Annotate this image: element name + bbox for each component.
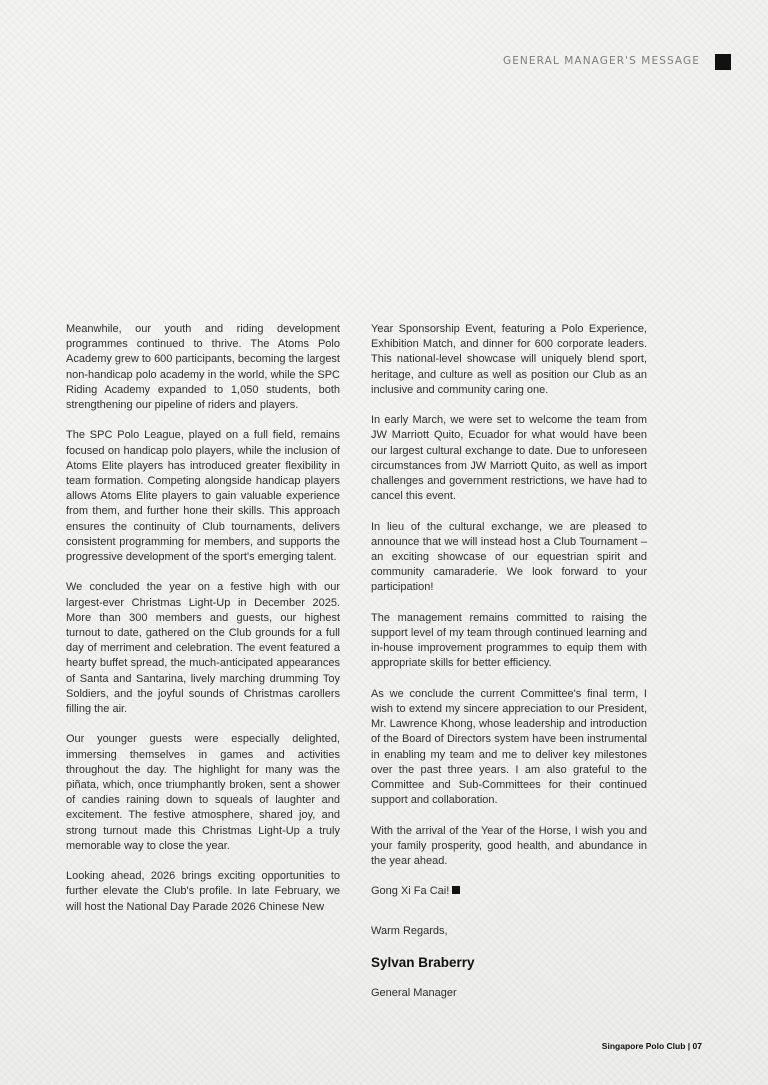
body-paragraph: The management remains committed to raising the support level of my team through continued learning and in-house improvement programmes to equip them with appropriate skills for better efficiency.: [371, 611, 647, 670]
publication-name: Singapore Polo Club: [601, 1041, 686, 1051]
end-mark-square-icon: [452, 886, 460, 894]
signatory-name: Sylvan Braberry: [371, 955, 475, 971]
greeting-line: [371, 884, 647, 899]
section-label: GENERAL MANAGER'S MESSAGE: [502, 55, 700, 67]
body-paragraph: Looking ahead, 2026 brings exciting opportunities to further elevate the Club's profile. In late February, we will host the National Day Parade 2026 Chinese New: [66, 870, 340, 913]
header-square-icon: [715, 54, 731, 70]
body-paragraph: Meanwhile, our youth and riding development programmes continued to thrive. The Atoms Polo Academy grew to 600 participants, becoming the largest non-handicap polo academy in the world, while the SPC Riding Academy expanded to 1,050 students, both strengthening our pipeline of riders and players.: [66, 323, 340, 412]
closing-line: Warm Regards,: [371, 924, 448, 937]
signatory-title: General Manager: [371, 987, 457, 1000]
body-paragraph: The SPC Polo League, played on a full field, remains focused on handicap polo players, while the inclusion of Atoms Elite players has introduced greater flexibility in team formation. Competing alongside handicap players allows Atoms Elite players to gain valuable experience from them, and further hone their skills. This approach ensures the continuity of Club tournaments, delivers consistent programming for members, and supports the progressive development of the sport's emerging talent.: [66, 429, 340, 564]
body-paragraph: With the arrival of the Year of the Horse, I wish you and your family prosperity, good health, and abundance in the year ahead.: [371, 824, 647, 868]
body-paragraph: In lieu of the cultural exchange, we are pleased to announce that we will instead host a Club Tournament – an exciting showcase of our equestrian spirit and community camaraderie. We look forward to your participation!: [371, 520, 647, 594]
body-paragraph: Our younger guests were especially delighted, immersing themselves in games and activities throughout the day. The highlight for many was the piñata, which, once triumphantly broken, sent a shower of candies raining down to squeals of laughter and excitement. The festive atmosphere, shared joy, and strong turnout made this Christmas Light-Up a truly memorable way to close the year.: [66, 733, 340, 852]
body-paragraph: Year Sponsorship Event, featuring a Polo Experience, Exhibition Match, and dinner for 600 corporate leaders. This national-level showcase will uniquely blend sport, heritage, and culture as well as position our Club as an inclusive and community caring one.: [371, 323, 647, 396]
right-column: [371, 322, 647, 1015]
footer-separator: |: [687, 1041, 691, 1051]
body-paragraph: In early March, we were set to welcome the team from JW Marriott Quito, Ecuador for what would have been our largest cultural exchange to date. Due to unforeseen circumstances from JW Marriott Quito, as well as import challenges and government restrictions, we have had to cancel this event.: [371, 414, 647, 503]
left-column: [66, 322, 340, 930]
body-paragraph: As we conclude the current Committee's final term, I wish to extend my sincere appreciation to our President, Mr. Lawrence Khong, whose leadership and introduction of the Board of Directors system have been instrumental in enabling my team and me to deliver key milestones over the past three years. I am also grateful to the Committee and Sub-Committees for their continued support and collaboration.: [371, 687, 647, 807]
body-paragraph: We concluded the year on a festive high with our largest-ever Christmas Light-Up in December 2025. More than 300 members and guests, our highest turnout to date, gathered on the Club grounds for a full day of merriment and celebration. The event featured a hearty buffet spread, the much-anticipated appearances of Santa and Santarina, lively marching drumming Toy Soldiers, and the joyful sounds of Christmas carollers filling the air.: [66, 581, 340, 716]
page-footer: [602, 1041, 702, 1051]
greeting-text: Gong Xi Fa Cai!: [371, 885, 450, 898]
page-number: 07: [692, 1041, 702, 1051]
